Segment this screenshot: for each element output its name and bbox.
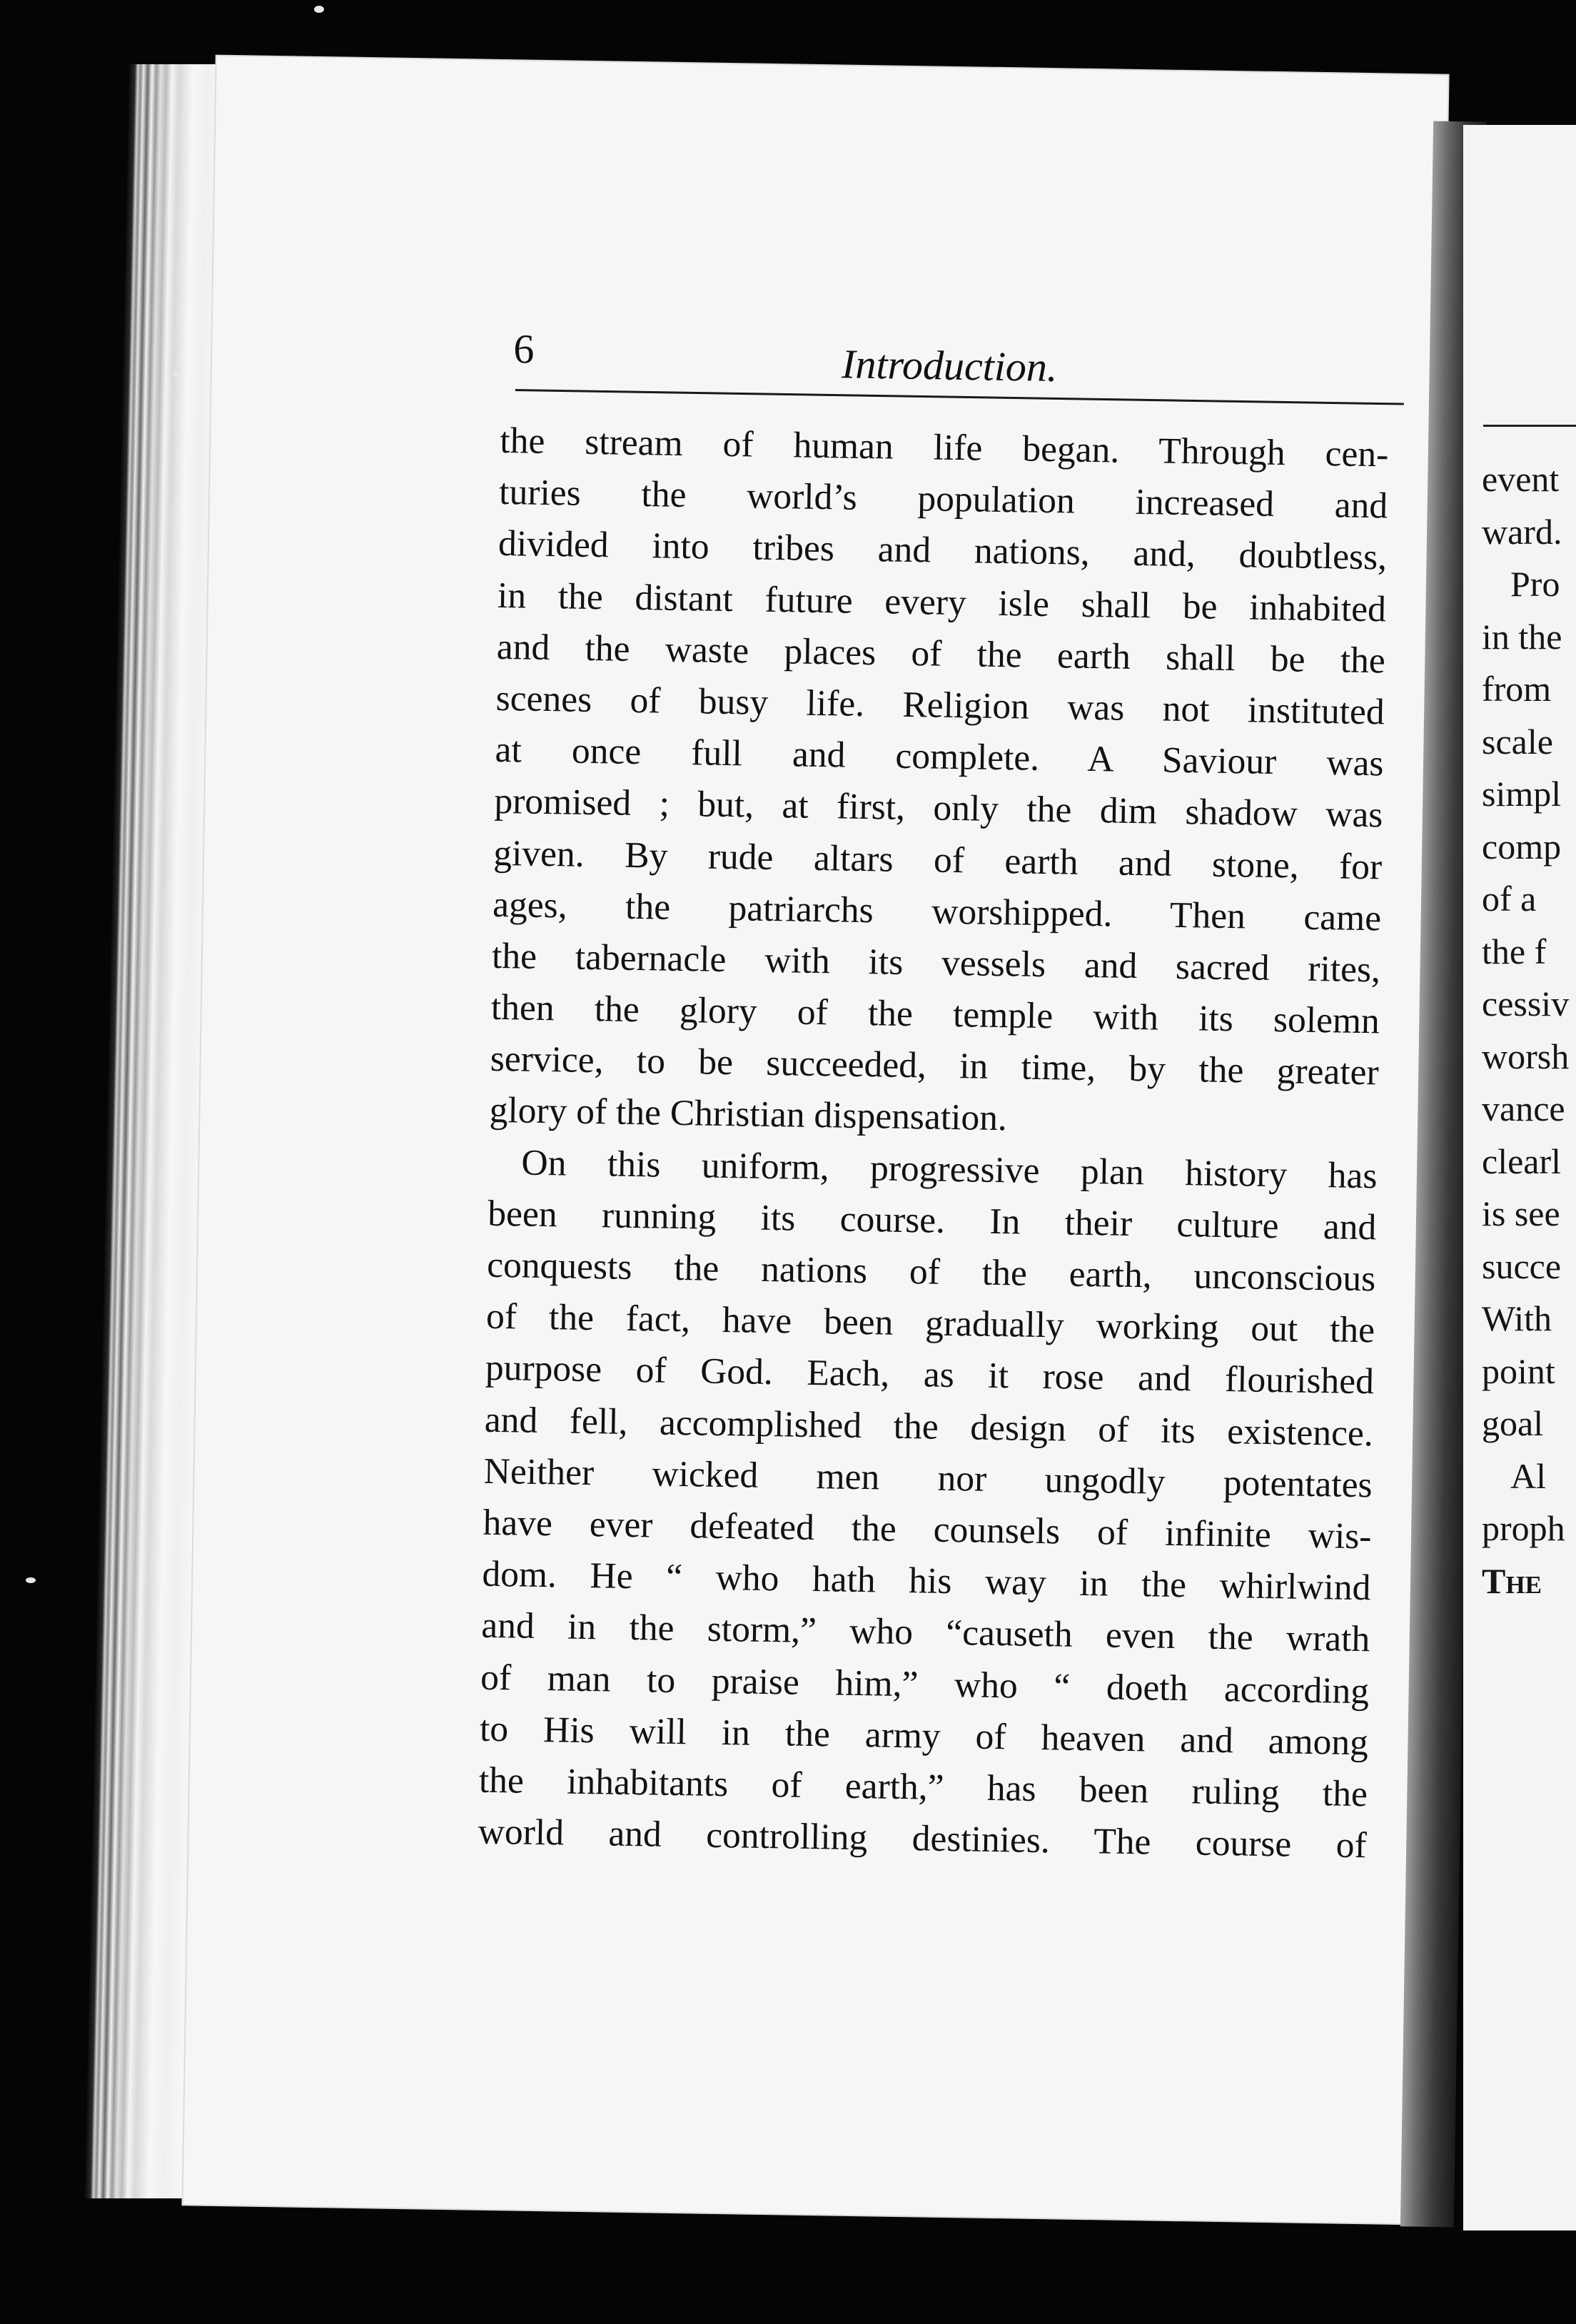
text-line: at once full and complete. A Saviour was bbox=[495, 729, 1384, 784]
text-line: conquests the nations of the earth, unconscious bbox=[486, 1244, 1376, 1300]
facing-line: ward. bbox=[1482, 511, 1562, 552]
text-line: glory of the Christian dispensation. bbox=[489, 1090, 1008, 1139]
page-number: 6 bbox=[512, 325, 535, 373]
text-line: turies the world’s population increased and bbox=[498, 472, 1388, 527]
facing-line: vance bbox=[1482, 1088, 1565, 1128]
text-line: divided into tribes and nations, and, doubtless, bbox=[497, 523, 1388, 578]
running-head: Introduction. bbox=[841, 340, 1058, 390]
facing-line: from bbox=[1482, 669, 1552, 709]
text-line: of man to praise him,” who “ doeth according bbox=[480, 1657, 1370, 1712]
text-line: the stream of human life began. Through cen- bbox=[499, 420, 1389, 475]
facing-line: goal bbox=[1482, 1403, 1544, 1443]
text-line: to His will in the army of heaven and among bbox=[479, 1708, 1369, 1763]
facing-line: in the bbox=[1482, 616, 1562, 657]
text-line: world and controlling destinies. The course of bbox=[478, 1811, 1368, 1866]
text-line: Neither wicked men nor ungodly potentates bbox=[483, 1450, 1373, 1506]
text-line: the tabernacle with its vessels and sacred rites, bbox=[491, 935, 1381, 991]
text-line: of the fact, have been gradually working out the bbox=[485, 1295, 1375, 1351]
scan-speck bbox=[26, 1577, 36, 1583]
facing-line: event bbox=[1482, 459, 1560, 499]
text-line: and the waste places of the earth shall be the bbox=[496, 626, 1386, 682]
facing-line: The bbox=[1482, 1560, 1542, 1601]
text-line: service, to be succeeded, in time, by the greater bbox=[490, 1039, 1380, 1093]
facing-line: Al bbox=[1510, 1455, 1546, 1496]
text-line: scenes of busy life. Religion was not instituted bbox=[495, 677, 1385, 733]
facing-line: point bbox=[1482, 1350, 1555, 1391]
text-line: ages, the patriarchs worshipped. Then came bbox=[492, 884, 1382, 939]
facing-line: simpl bbox=[1482, 774, 1562, 814]
facing-line: the f bbox=[1482, 931, 1547, 971]
facing-line: cessiv bbox=[1482, 984, 1570, 1024]
facing-page-text bbox=[1482, 453, 1569, 1607]
facing-page-rule bbox=[1483, 425, 1576, 427]
facing-line: Pro bbox=[1510, 564, 1560, 604]
text-line: in the distant future every isle shall be inhabited bbox=[497, 575, 1387, 630]
facing-page bbox=[1463, 125, 1576, 2230]
facing-line: scale bbox=[1482, 721, 1553, 762]
facing-line: clearl bbox=[1482, 1141, 1562, 1181]
facing-line: of a bbox=[1482, 879, 1537, 919]
scan-speck bbox=[314, 6, 324, 13]
text-line: and in the storm,” who “causeth even the wrath bbox=[480, 1605, 1370, 1660]
facing-line: succe bbox=[1482, 1246, 1562, 1286]
text-line: On this uniform, progressive plan history has bbox=[521, 1142, 1378, 1196]
facing-line: With bbox=[1482, 1298, 1552, 1338]
text-line: have ever defeated the counsels of infinite wis- bbox=[483, 1502, 1372, 1557]
text-line: given. By rude altars of earth and stone, for bbox=[492, 832, 1383, 887]
facing-line: is see bbox=[1482, 1193, 1560, 1233]
text-line: then the glory of the temple with its solemn bbox=[490, 986, 1380, 1042]
text-line: purpose of God. Each, as it rose and flourished bbox=[485, 1348, 1375, 1403]
text-line: the inhabitants of earth,” has been ruling the bbox=[478, 1759, 1368, 1815]
body-text bbox=[478, 415, 1389, 1872]
facing-line: worsh bbox=[1482, 1036, 1570, 1076]
text-line: been running its course. In their culture and bbox=[487, 1193, 1377, 1248]
text-line: dom. He “ who hath his way in the whirlwind bbox=[482, 1553, 1371, 1609]
text-line: and fell, accomplished the design of its existence. bbox=[484, 1399, 1374, 1454]
facing-line: comp bbox=[1482, 826, 1562, 867]
facing-line: proph bbox=[1482, 1508, 1565, 1548]
text-line: promised ; but, at first, only the dim shadow was bbox=[494, 781, 1383, 836]
scan-speck bbox=[173, 371, 178, 377]
